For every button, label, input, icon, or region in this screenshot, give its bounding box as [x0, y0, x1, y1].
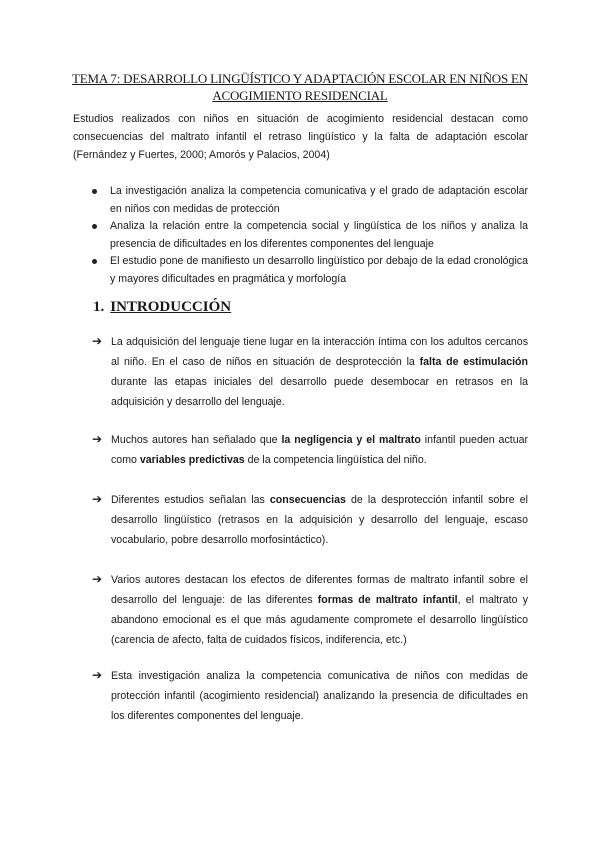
- arrow-item: [92, 666, 528, 726]
- arrow-icon: ➔: [92, 334, 103, 348]
- document-title-text: TEMA 7: DESARROLLO LINGÜÍSTICO Y ADAPTACIÓN ESCOLAR EN NIÑOS EN ACOGIMIENTO RESIDENCIAL: [72, 71, 528, 103]
- arrow-icon: ➔: [92, 668, 103, 682]
- bullet-item: La investigación analiza la competencia comunicativa y el grado de adaptación escolar en niños con medidas de protección: [92, 183, 528, 218]
- arrow-item-text: Esta investigación analiza la competencia comunicativa de niños con medidas de protección infantil (acogimiento residencial) analizando la presencia de dificultades en los diferentes componentes del lenguaje.: [111, 670, 528, 722]
- arrow-item-text: Varios autores destacan los efectos de diferentes formas de maltrato infantil sobre el desarrollo del lenguaje: de las diferentes formas de maltrato infantil, el maltrato y abandono emocional es el que más agudamente compromete el desarrollo lingüístico (carencia de afecto, falta de cuidados físicos, indiferencia, etc.): [111, 574, 528, 646]
- arrow-item: [92, 332, 528, 412]
- section-heading: [93, 299, 231, 316]
- bullet-item: El estudio pone de manifiesto un desarrollo lingüístico por debajo de la edad cronológica y mayores dificultades en pragmática y morfología: [92, 253, 528, 288]
- arrow-item: [92, 490, 528, 550]
- arrow-icon: ➔: [92, 432, 103, 446]
- section-title: INTRODUCCIÓN: [110, 299, 232, 315]
- document-title: [60, 70, 540, 104]
- arrow-item: [92, 570, 528, 650]
- intro-paragraph: Estudios realizados con niños en situación de acogimiento residencial destacan como consecuencias del maltrato infantil el retraso lingüístico y la falta de adaptación escolar (Fernández y Fuertes, 2000; Amorós y Palacios, 2004): [73, 113, 528, 161]
- arrow-icon: ➔: [92, 572, 103, 586]
- summary-bullet-list: [92, 183, 528, 288]
- arrow-item-text: Muchos autores han señalado que la negligencia y el maltrato infantil pueden actuar como variables predictivas de la competencia lingüística del niño.: [111, 434, 528, 466]
- section-number: 1.: [93, 299, 105, 315]
- arrow-item: [92, 430, 528, 470]
- arrow-icon: ➔: [92, 492, 103, 506]
- arrow-item-text: La adquisición del lenguaje tiene lugar en la interacción íntima con los adultos cercanos al niño. En el caso de niños en situación de desprotección la falta de estimulación durante las etapas iniciales del desarrollo puede desembocar en retrasos en la adquisición y desarrollo del lenguaje.: [111, 336, 528, 408]
- arrow-item-text: Diferentes estudios señalan las consecuencias de la desprotección infantil sobre el desarrollo lingüístico (retrasos en la adquisición y desarrollo del lenguaje, escaso vocabulario, pobre desarrollo morfosintáctico).: [111, 494, 528, 546]
- bullet-item: Analiza la relación entre la competencia social y lingüística de los niños y analiza la presencia de dificultades en los diferentes componentes del lenguaje: [92, 218, 528, 253]
